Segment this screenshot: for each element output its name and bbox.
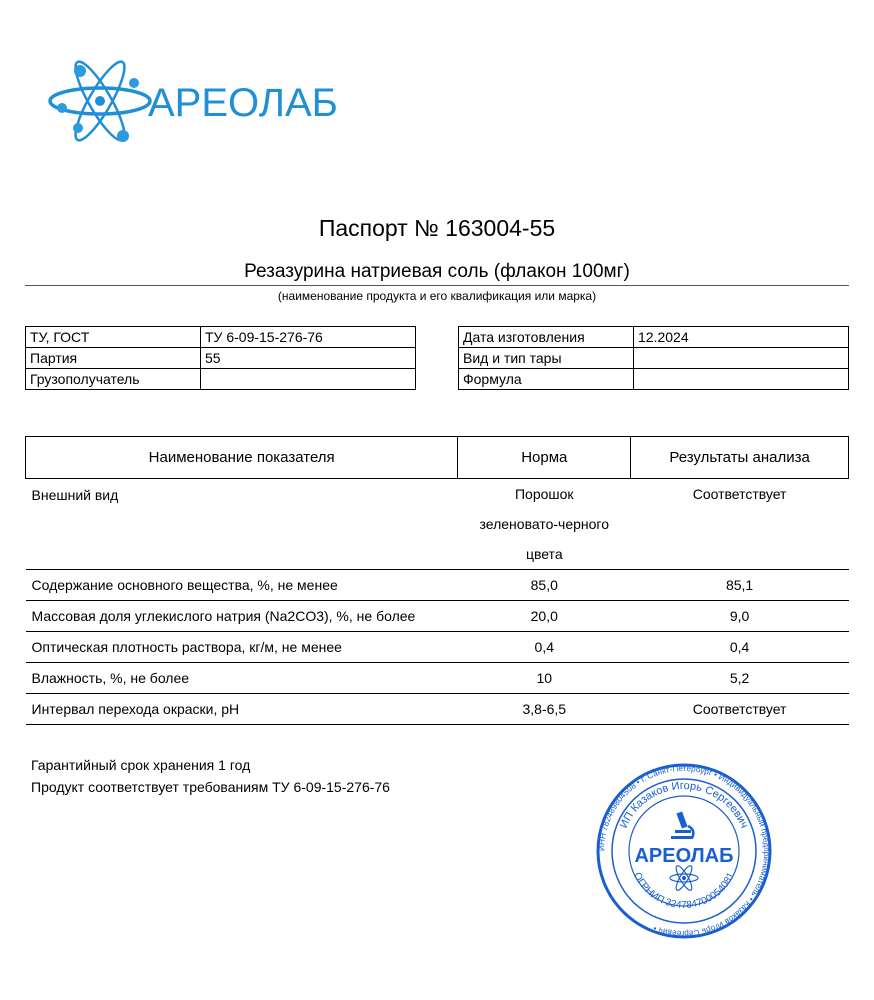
column-header-result: Результаты анализа [631,437,849,479]
norm-line: зеленовато-черного [479,516,610,532]
info-value [201,369,416,390]
norm-line: Порошок [514,486,574,502]
indicator-name: Внешний вид [26,479,458,570]
footer-notes [31,754,390,798]
compliance-text: Продукт соответствует требованиям ТУ 6-09-15-276-76 [31,779,390,795]
table-row [26,570,849,601]
column-header-name: Наименование показателя [26,437,458,479]
info-value: 12.2024 [634,327,849,348]
info-value [634,369,849,390]
passport-title: Паспорт № 163004-55 [318,215,556,241]
indicator-result: Соответствует [631,694,849,725]
column-header-norm: Норма [458,437,631,479]
indicator-name: Влажность, %, не более [26,663,458,694]
info-row [459,348,849,369]
indicator-name: Интервал перехода окраски, pH [26,694,458,725]
indicator-result: 5,2 [631,663,849,694]
atom-icon [50,58,150,145]
norm-line: цвета [525,546,563,562]
info-key: Партия [26,348,201,369]
results-table [25,436,849,725]
indicator-norm: 20,0 [458,601,631,632]
indicator-norm: 3,8-6,5 [458,694,631,725]
info-row [26,348,416,369]
table-row [26,601,849,632]
table-row [26,663,849,694]
product-caption: (наименование продукта и его квалификация или марка) [277,289,597,303]
stamp-outer-text: ИНН 782489804508 • г. Санкт-Петербург • Индивидуальный предприниматель • Казаков Игорь Сергеевич • [596,763,772,939]
info-key: Грузополучатель [26,369,201,390]
table-row [26,479,849,570]
areolab-logo [48,58,348,148]
indicator-norm: 10 [458,663,631,694]
indicator-result: 0,4 [631,632,849,663]
info-value [634,348,849,369]
indicator-norm [458,479,631,570]
product-name: Резазурина натриевая соль (флакон 100мг) [244,261,630,282]
stamp-inner-bottom: ОГРНИП 324784700054081 [631,870,737,911]
product-underline [25,285,849,286]
indicator-norm: 85,0 [458,570,631,601]
info-row [459,327,849,348]
results-header-row [26,437,849,479]
info-key: Дата изготовления [459,327,634,348]
indicator-result: 9,0 [631,601,849,632]
info-key: Формула [459,369,634,390]
indicator-name: Содержание основного вещества, %, не менее [26,570,458,601]
microscope-icon [671,811,693,839]
info-table-left [25,326,416,390]
stamp-atom-icon [670,864,698,892]
info-table-right [458,326,849,390]
info-key: Вид и тип тары [459,348,634,369]
logo-text: АРЕОЛАБ [148,81,338,125]
info-row [459,369,849,390]
shelf-life-text: Гарантийный срок хранения 1 год [31,757,251,773]
indicator-norm: 0,4 [458,632,631,663]
info-value: 55 [201,348,416,369]
indicator-result: 85,1 [631,570,849,601]
info-row [26,369,416,390]
stamp-center-text: АРЕОЛАБ [634,845,734,867]
indicator-name: Массовая доля углекислого натрия (Na2CO3), %, не более [26,601,458,632]
company-stamp [595,762,773,940]
table-row [26,694,849,725]
info-value: ТУ 6-09-15-276-76 [201,327,416,348]
stamp-inner-top: ИП Казаков Игорь Сергеевич [617,779,751,831]
info-row [26,327,416,348]
indicator-result: Соответствует [631,479,849,570]
info-key: ТУ, ГОСТ [26,327,201,348]
table-row [26,632,849,663]
indicator-name: Оптическая плотность раствора, кг/м, не менее [26,632,458,663]
